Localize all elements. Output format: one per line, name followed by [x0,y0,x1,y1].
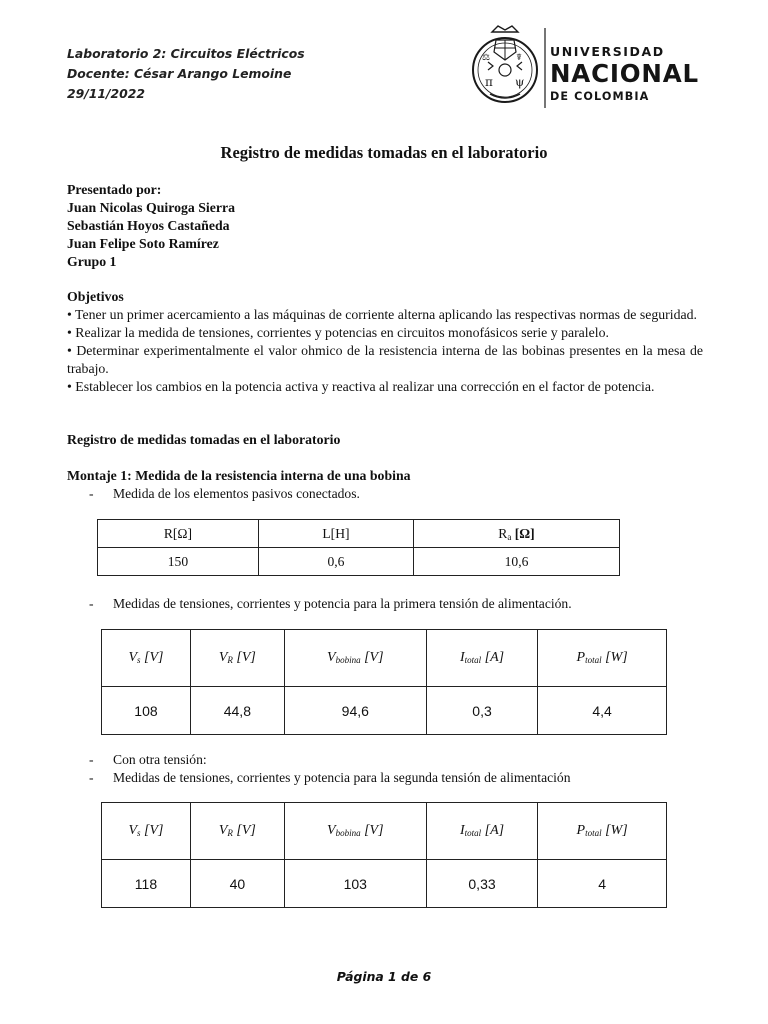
university-seal-icon [470,22,540,114]
objective-item: • Realizar la medida de tensiones, corrientes y potencias en circuitos monofásicos serie y paralelo. [67,325,609,340]
table-header-cell [102,803,191,860]
bullet-item [89,769,571,787]
dash-icon: - [89,770,94,785]
second-voltage-table [101,802,667,908]
table-cell: 118 [102,860,191,908]
table-header-cell [414,520,620,548]
header-symbol: L[H] [322,525,350,541]
university-name [550,44,699,104]
header-unit: [V] [232,823,256,838]
header-symbol: V [327,823,336,838]
header-lab-title: Laboratorio 2: Circuitos Eléctricos [67,46,305,61]
montaje-heading: Montaje 1: Medida de la resistencia interna de una bobina [67,468,411,483]
header-subscript: total [464,655,482,665]
header-subscript: bobina [335,655,361,665]
header-unit: [A] [481,650,505,665]
table-row [102,860,667,908]
header-unit: [A] [481,823,505,838]
svg-text:☤: ☤ [516,53,523,63]
objectives-heading: Objetivos [67,289,124,304]
table-cell: 40 [190,860,284,908]
header-teacher: Docente: César Arango Lemoine [67,66,292,81]
logo-divider [544,22,548,114]
header-subscript: s [137,828,141,838]
header-unit: [W] [601,650,628,665]
table-header-cell [284,803,426,860]
table-header-row [102,630,667,687]
university-name-line2: NACIONAL [550,59,699,88]
header-unit: [V] [140,650,164,665]
objectives-block [67,288,703,396]
table-header-cell [102,630,191,687]
header-symbol: V [218,650,228,665]
header-unit: [V] [360,823,384,838]
header-symbol: V [128,650,138,665]
header-symbol: V [128,823,138,838]
header-symbol: I [459,823,465,838]
header-unit: [V] [140,823,164,838]
first-voltage-table [101,629,667,735]
objective-item: • Establecer los cambios en la potencia activa y reactiva al realizar una corrección en el factor de potencia. [67,379,655,394]
table-row [98,548,620,576]
header-symbol: R[Ω] [163,525,193,541]
table-cell: 4 [538,860,667,908]
header-subscript: R [227,828,233,838]
table-header-cell [190,803,284,860]
table-cell: 0,6 [258,548,413,576]
dash-icon: - [89,596,94,611]
table-header-cell [190,630,284,687]
header-symbol: P [576,823,586,838]
bullet-item [89,751,207,769]
university-name-line3: DE COLOMBIA [550,90,650,103]
table-header-row [98,520,620,548]
author-name: Juan Felipe Soto Ramírez [67,236,219,251]
page-number-footer: Página 1 de 6 [336,969,432,984]
dash-icon: - [89,752,94,767]
author-name: Juan Nicolas Quiroga Sierra [67,200,235,215]
table-header-cell [284,630,426,687]
svg-text:π: π [485,75,493,89]
svg-text:⚖: ⚖ [482,53,491,63]
header-subscript: total [585,655,602,665]
header-subscript: total [585,828,602,838]
header-unit: [V] [232,650,256,665]
table-cell: 4,4 [538,687,667,735]
table-header-cell [538,803,667,860]
svg-text:ψ: ψ [515,75,525,89]
header-subscript: total [464,828,482,838]
bullet-text: Medidas de tensiones, corrientes y potencia para la segunda tensión de alimentación [113,770,571,785]
header-symbol: V [218,823,228,838]
university-name-line1: UNIVERSIDAD [550,44,665,59]
bullet-text: Medida de los elementos pasivos conectados. [113,486,360,501]
table-header-cell [426,630,537,687]
table-cell: 108 [102,687,191,735]
header-symbol: P [576,650,586,665]
table-header-cell [258,520,413,548]
authors-block [67,181,703,271]
header-symbol: V [327,650,336,665]
bullet-text: Medidas de tensiones, corrientes y potencia para la primera tensión de alimentación. [113,596,572,611]
header-subscript: R [227,655,233,665]
table-header-cell [538,630,667,687]
header-date: 29/11/2022 [67,86,146,101]
document-header [67,44,305,104]
bullet-item [89,485,360,503]
header-unit: [W] [601,823,628,838]
bullet-item [89,595,572,613]
objective-item: • Tener un primer acercamiento a las máquinas de corriente alterna aplicando las respectivas normas de seguridad. [67,307,697,322]
header-unit: [Ω] [511,525,535,541]
table-cell: 103 [284,860,426,908]
document-title: Registro de medidas tomadas en el laboratorio [220,143,548,162]
header-symbol: I [459,650,465,665]
header-subscript: bobina [335,828,361,838]
dash-icon: - [89,486,94,501]
group-label: Grupo 1 [67,254,117,269]
author-name: Sebastián Hoyos Castañeda [67,218,230,233]
table-cell: 0,33 [426,860,537,908]
table-cell: 150 [98,548,259,576]
bullet-text: Con otra tensión: [113,752,207,767]
passive-elements-table [97,519,620,576]
header-subscript: s [137,655,141,665]
header-unit: [V] [360,650,384,665]
table-cell: 10,6 [414,548,620,576]
header-subscript: a [507,531,512,542]
table-cell: 44,8 [190,687,284,735]
authors-label: Presentado por: [67,182,162,197]
table-cell: 94,6 [284,687,426,735]
table-header-cell [98,520,259,548]
objective-item: • Determinar experimentalmente el valor ohmico de la resistencia interna de las bobinas presentes en la mesa de trabajo. [67,343,703,376]
header-symbol: R [498,525,508,541]
table-row [102,687,667,735]
table-header-row [102,803,667,860]
section-heading: Registro de medidas tomadas en el laboratorio [67,432,341,447]
table-header-cell [426,803,537,860]
table-cell: 0,3 [426,687,537,735]
